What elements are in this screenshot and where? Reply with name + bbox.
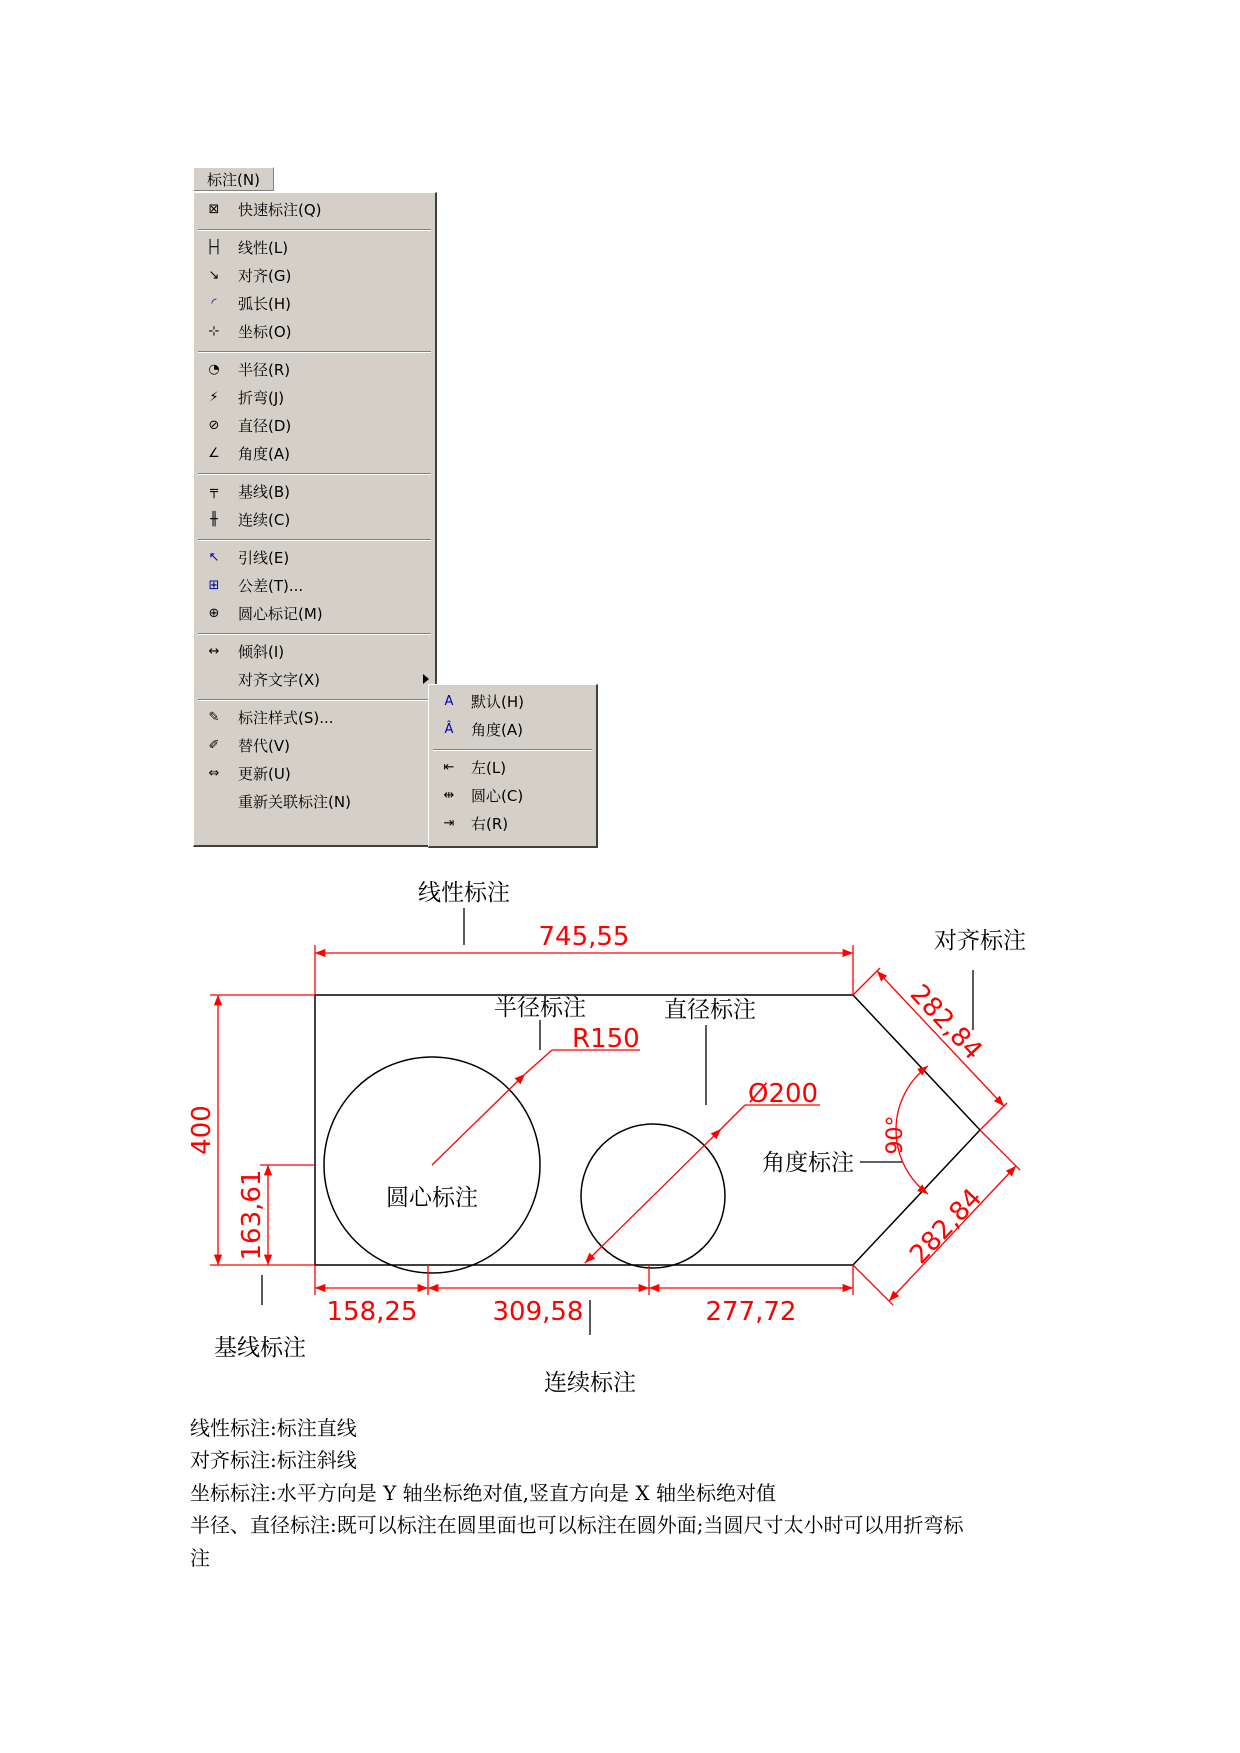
- dimension-example-drawing: [180, 870, 1060, 1410]
- dim-aligned-top-text: 282,84: [903, 979, 988, 1067]
- menu-dimension[interactable]: 标注(N): [193, 167, 274, 191]
- menu-item-text-center[interactable]: [429, 783, 596, 809]
- menu-item-baseline[interactable]: [194, 479, 435, 505]
- menu-item-item-6-3[interactable]: [194, 789, 435, 815]
- text-line-1: 线性标注:标注直线: [190, 1416, 357, 1440]
- menu-item-label: 重新关联标注(N): [238, 793, 351, 811]
- jogged-icon: ⚡: [209, 390, 219, 405]
- override-icon: ✐: [208, 738, 220, 753]
- menu-item-label: 半径(R): [238, 361, 291, 379]
- menu-item-label: 更新(U): [238, 765, 291, 783]
- text-line-5: 注: [190, 1546, 210, 1570]
- menu-item-dimension-style[interactable]: [194, 705, 435, 731]
- quick-dimension-icon: ⊠: [208, 202, 220, 217]
- menu-item-oblique[interactable]: [194, 639, 435, 665]
- oblique-icon: ↔: [208, 644, 220, 659]
- menu-separator: [198, 351, 431, 353]
- part-outline: [315, 995, 980, 1265]
- menu-item-label: 公差(T)...: [238, 577, 304, 595]
- dim-diameter-text: Ø200: [748, 1079, 819, 1109]
- text-angle-icon: Â: [444, 722, 454, 737]
- menu-item-label: 坐标(O): [238, 323, 292, 341]
- dim-left-text: 400: [187, 1105, 217, 1155]
- radius-icon: ◔: [208, 362, 220, 377]
- dim-bottom-2-text: 309,58: [492, 1297, 584, 1327]
- menu-item-arc-length[interactable]: [194, 291, 435, 317]
- text-left-icon: ⇤: [443, 760, 455, 775]
- menu-item-angular[interactable]: [194, 441, 435, 467]
- callout-aligned: 对齐标注: [934, 928, 1026, 954]
- menu-item-override[interactable]: [194, 733, 435, 759]
- menu-item-tolerance[interactable]: [194, 573, 435, 599]
- text-line-2: 对齐标注:标注斜线: [190, 1448, 357, 1472]
- menu-item-update[interactable]: [194, 761, 435, 787]
- menu-item-leader[interactable]: [194, 545, 435, 571]
- menu-item-item-5-1[interactable]: [194, 667, 435, 693]
- text-default-icon: A: [444, 694, 454, 709]
- menu-item-text-angle[interactable]: [429, 717, 596, 743]
- menu-item-label: 线性(L): [238, 239, 289, 257]
- menu-item-label: 对齐文字(X): [238, 671, 320, 689]
- menu-item-radius[interactable]: [194, 357, 435, 383]
- menu-item-label: 折弯(J): [238, 389, 285, 407]
- update-icon: ⇔: [208, 766, 220, 781]
- menu-item-label: 标注样式(S)...: [238, 709, 334, 727]
- menu-item-label: 弧长(H): [238, 295, 291, 313]
- menu-item-linear-dimension[interactable]: [194, 235, 435, 261]
- submenu-arrow-icon: [423, 674, 429, 684]
- baseline-icon: ╤: [210, 484, 218, 499]
- menu-item-ordinate[interactable]: [194, 319, 435, 345]
- menu-item-label: 圆心(C): [471, 787, 524, 805]
- callout-continue: 连续标注: [544, 1370, 636, 1396]
- menu-item-quick-dimension[interactable]: [194, 197, 435, 223]
- menu-separator: [433, 749, 592, 751]
- align-text-submenu: [428, 684, 598, 848]
- callout-radius: 半径标注: [494, 995, 586, 1021]
- menu-item-label: 角度(A): [238, 445, 290, 463]
- callout-center: 圆心标注: [386, 1185, 478, 1211]
- menu-item-label: 倾斜(I): [238, 643, 285, 661]
- dim-inner-left-text: 163,61: [237, 1169, 267, 1261]
- menu-item-label: 快速标注(Q): [238, 201, 322, 219]
- text-line-3: 坐标标注:水平方向是 Y 轴坐标绝对值,竖直方向是 X 轴坐标绝对值: [190, 1481, 776, 1505]
- menu-item-label: 基线(B): [238, 483, 290, 501]
- continue-icon: ╫: [210, 512, 218, 527]
- menu-item-jogged[interactable]: [194, 385, 435, 411]
- dimension-menu: [193, 192, 437, 847]
- dim-angle-text: 90°: [883, 1115, 908, 1155]
- center-mark-icon: ⊕: [208, 606, 220, 621]
- menu-separator: [198, 699, 431, 701]
- menu-item-label: 圆心标记(M): [238, 605, 323, 623]
- menu-item-label: 连续(C): [238, 511, 291, 529]
- menu-separator: [198, 633, 431, 635]
- menu-item-label: 角度(A): [471, 721, 523, 739]
- linear-dimension-icon: ├┤: [206, 240, 222, 255]
- menu-item-text-right[interactable]: [429, 811, 596, 837]
- callout-angular: 角度标注: [762, 1150, 854, 1176]
- dim-bottom-3-text: 277,72: [705, 1297, 797, 1327]
- angular-icon: ∠: [208, 446, 220, 461]
- menu-item-diameter[interactable]: [194, 413, 435, 439]
- callout-baseline: 基线标注: [214, 1335, 306, 1361]
- diameter-icon: ⊘: [208, 418, 220, 433]
- text-right-icon: ⇥: [443, 816, 455, 831]
- menu-item-label: 右(R): [471, 815, 509, 833]
- menu-separator: [198, 539, 431, 541]
- aligned-dimension-icon: ↘: [208, 268, 220, 283]
- menu-item-aligned-dimension[interactable]: [194, 263, 435, 289]
- menu-item-text-left[interactable]: [429, 755, 596, 781]
- callout-linear: 线性标注: [418, 880, 510, 906]
- callout-diameter: 直径标注: [664, 997, 756, 1023]
- dim-radius-text: R150: [572, 1024, 640, 1054]
- menu-item-label: 替代(V): [238, 737, 290, 755]
- menu-item-center-mark[interactable]: [194, 601, 435, 627]
- leader-icon: ↖: [208, 550, 220, 565]
- menu-item-label: 对齐(G): [238, 267, 292, 285]
- menu-item-label: 直径(D): [238, 417, 292, 435]
- ordinate-icon: ⊹: [208, 324, 220, 339]
- menu-separator: [198, 229, 431, 231]
- tolerance-icon: ⊞: [208, 578, 220, 593]
- menu-item-label: 引线(E): [238, 549, 290, 567]
- menu-item-continue[interactable]: [194, 507, 435, 533]
- text-line-4: 半径、直径标注:既可以标注在圆里面也可以标注在圆外面;当圆尺寸太小时可以用折弯标: [190, 1513, 964, 1537]
- arc-length-icon: ◜: [211, 296, 217, 311]
- menu-item-text-default[interactable]: [429, 689, 596, 715]
- dim-aligned-bottom-text: 282,84: [904, 1183, 989, 1271]
- menu-separator: [198, 473, 431, 475]
- dim-bottom-1-text: 158,25: [326, 1297, 418, 1327]
- dimension-style-icon: ✎: [208, 710, 220, 725]
- text-center-icon: ⇹: [443, 788, 455, 803]
- menu-item-label: 默认(H): [471, 693, 524, 711]
- dim-top-text: 745,55: [538, 922, 630, 952]
- menu-item-label: 左(L): [471, 759, 507, 777]
